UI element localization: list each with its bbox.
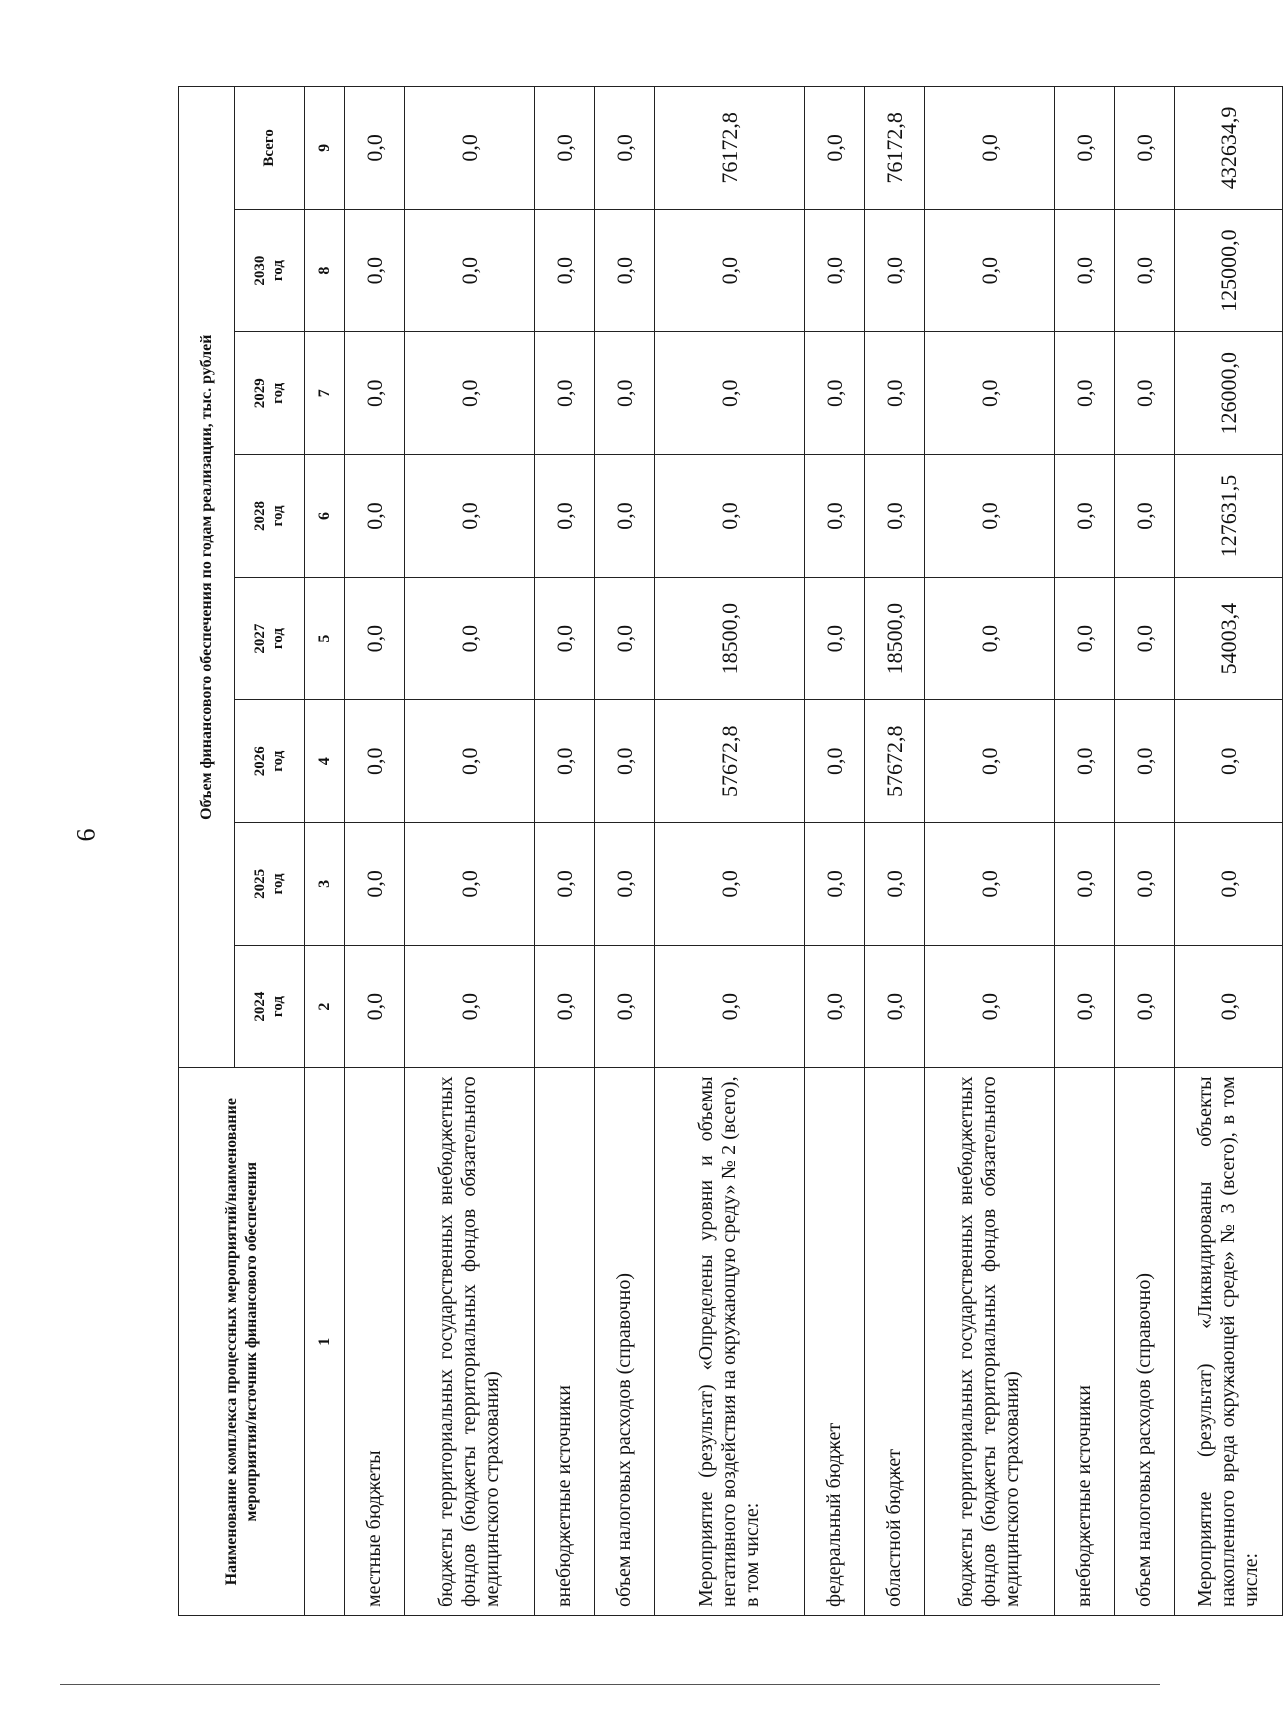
- row-value: 0,0: [925, 823, 1055, 946]
- row-value: 57672,8: [865, 700, 925, 823]
- row-value: 0,0: [405, 209, 535, 332]
- year-label: Всего: [260, 129, 277, 167]
- table-row: [345, 87, 405, 1616]
- page-edge-line: [60, 1684, 1160, 1685]
- row-value: 0,0: [655, 945, 805, 1068]
- row-value: 0,0: [595, 945, 655, 1068]
- table-row: [925, 87, 1055, 1616]
- row-value: 0,0: [1115, 823, 1175, 946]
- row-value: 0,0: [405, 945, 535, 1068]
- year-header: [235, 700, 305, 823]
- column-index: 5: [305, 577, 345, 700]
- year-header: [235, 455, 305, 578]
- row-value: 0,0: [535, 945, 595, 1068]
- row-value: 0,0: [535, 700, 595, 823]
- row-value: 0,0: [405, 455, 535, 578]
- row-value: 0,0: [805, 700, 865, 823]
- year-header: [235, 823, 305, 946]
- column-index: 7: [305, 332, 345, 455]
- row-value: 0,0: [1115, 455, 1175, 578]
- header-volume: Объем финансового обеспечения по годам реализации, тыс. рублей: [179, 87, 235, 1068]
- year-header: [235, 332, 305, 455]
- table-row: [535, 87, 595, 1616]
- year-suffix: год: [269, 873, 286, 895]
- row-value: 0,0: [595, 332, 655, 455]
- year-suffix: год: [269, 505, 286, 527]
- year-label: 2029: [252, 378, 269, 409]
- column-index: 9: [305, 87, 345, 210]
- table-row: [805, 87, 865, 1616]
- year-label: 2028: [252, 500, 269, 531]
- row-value: 0,0: [865, 823, 925, 946]
- column-index: 2: [305, 945, 345, 1068]
- row-value: 0,0: [405, 332, 535, 455]
- table-row: [655, 87, 805, 1616]
- row-value: 0,0: [805, 455, 865, 578]
- row-value: 0,0: [1115, 577, 1175, 700]
- row-value: 0,0: [535, 577, 595, 700]
- row-value: 0,0: [405, 823, 535, 946]
- row-value: 0,0: [1115, 332, 1175, 455]
- row-name: Мероприятие (результат) «Ликвидированы объекты накопленного вреда окружающей среде» № 3 (всего), в том числе:: [1175, 1068, 1283, 1616]
- row-value: 0,0: [535, 823, 595, 946]
- row-name: объем налоговых расходов (справочно): [1115, 1068, 1175, 1616]
- row-value: 0,0: [1055, 87, 1115, 210]
- row-value: 0,0: [1175, 700, 1283, 823]
- row-value: 76172,8: [865, 87, 925, 210]
- row-value: 0,0: [535, 455, 595, 578]
- row-name: бюджеты территориальных государственных внебюджетных фондов (бюджеты территориальных фондов обязательного медицинского страхования): [925, 1068, 1055, 1616]
- row-value: 0,0: [345, 332, 405, 455]
- row-value: 0,0: [345, 823, 405, 946]
- row-value: 0,0: [345, 577, 405, 700]
- row-value: 0,0: [1115, 945, 1175, 1068]
- row-value: 0,0: [1115, 700, 1175, 823]
- table-row: [1055, 87, 1115, 1616]
- table-row: [595, 87, 655, 1616]
- year-label: 2026: [252, 746, 269, 777]
- year-suffix: год: [269, 996, 286, 1018]
- row-name: Мероприятие (результат) «Определены уровни и объемы негативного воздействия на окружающую среду» № 2 (всего), в том числе:: [655, 1068, 805, 1616]
- row-value: 0,0: [1055, 823, 1115, 946]
- year-header: [235, 945, 305, 1068]
- row-value: 0,0: [595, 209, 655, 332]
- row-value: 0,0: [1055, 577, 1115, 700]
- row-value: 0,0: [925, 577, 1055, 700]
- row-value: 432634,9: [1175, 87, 1283, 210]
- year-label: 2025: [252, 868, 269, 899]
- row-value: 0,0: [535, 209, 595, 332]
- row-value: 18500,0: [865, 577, 925, 700]
- table-wrapper: [178, 86, 1262, 1616]
- row-value: 0,0: [345, 209, 405, 332]
- row-value: 0,0: [595, 577, 655, 700]
- row-value: 0,0: [925, 945, 1055, 1068]
- row-value: 0,0: [925, 455, 1055, 578]
- table-row: [865, 87, 925, 1616]
- row-name: внебюджетные источники: [535, 1068, 595, 1616]
- year-label: 2024: [252, 991, 269, 1022]
- row-name: бюджеты территориальных государственных внебюджетных фондов (бюджеты территориальных фондов обязательного медицинского страхования): [405, 1068, 535, 1616]
- row-value: 0,0: [1055, 700, 1115, 823]
- column-index: 3: [305, 823, 345, 946]
- financing-table: [178, 86, 1283, 1616]
- row-value: 0,0: [595, 823, 655, 946]
- page-number: 6: [71, 828, 101, 842]
- row-value: 0,0: [345, 87, 405, 210]
- table-row: [1175, 87, 1283, 1616]
- row-value: 76172,8: [655, 87, 805, 210]
- row-value: 0,0: [405, 87, 535, 210]
- row-value: 0,0: [925, 87, 1055, 210]
- row-value: 0,0: [405, 577, 535, 700]
- row-value: 0,0: [805, 332, 865, 455]
- row-name: федеральный бюджет: [805, 1068, 865, 1616]
- row-value: 126000,0: [1175, 332, 1283, 455]
- row-value: 0,0: [1115, 209, 1175, 332]
- row-value: 0,0: [1055, 209, 1115, 332]
- row-value: 0,0: [405, 700, 535, 823]
- row-value: 18500,0: [655, 577, 805, 700]
- row-value: 0,0: [1055, 945, 1115, 1068]
- row-value: 0,0: [1175, 945, 1283, 1068]
- column-index: 6: [305, 455, 345, 578]
- row-value: 0,0: [595, 700, 655, 823]
- row-value: 0,0: [1115, 87, 1175, 210]
- row-value: 54003,4: [1175, 577, 1283, 700]
- row-value: 0,0: [655, 209, 805, 332]
- year-header: [235, 577, 305, 700]
- row-value: 0,0: [805, 209, 865, 332]
- row-value: 57672,8: [655, 700, 805, 823]
- row-value: 0,0: [1055, 455, 1115, 578]
- column-index: 4: [305, 700, 345, 823]
- row-value: 0,0: [865, 209, 925, 332]
- row-value: 0,0: [865, 455, 925, 578]
- row-name: областной бюджет: [865, 1068, 925, 1616]
- column-index: 8: [305, 209, 345, 332]
- row-value: 125000,0: [1175, 209, 1283, 332]
- row-value: 0,0: [1175, 823, 1283, 946]
- year-label: 2030: [252, 255, 269, 286]
- year-label: 2027: [252, 623, 269, 654]
- column-index: 1: [305, 1068, 345, 1616]
- row-value: 0,0: [865, 945, 925, 1068]
- row-value: 0,0: [345, 700, 405, 823]
- year-header: [235, 209, 305, 332]
- row-value: 0,0: [655, 332, 805, 455]
- row-name: объем налоговых расходов (справочно): [595, 1068, 655, 1616]
- row-value: 0,0: [345, 945, 405, 1068]
- row-value: 0,0: [1055, 332, 1115, 455]
- row-value: 0,0: [595, 455, 655, 578]
- row-value: 0,0: [535, 87, 595, 210]
- row-value: 0,0: [805, 823, 865, 946]
- row-value: 0,0: [535, 332, 595, 455]
- year-suffix: год: [269, 382, 286, 404]
- row-value: 0,0: [345, 455, 405, 578]
- row-value: 0,0: [655, 455, 805, 578]
- table-row: [1115, 87, 1175, 1616]
- year-header: [235, 87, 305, 210]
- row-value: 0,0: [595, 87, 655, 210]
- year-suffix: год: [269, 750, 286, 772]
- row-value: 0,0: [805, 577, 865, 700]
- row-value: 0,0: [865, 332, 925, 455]
- row-value: 0,0: [805, 945, 865, 1068]
- row-value: 0,0: [925, 700, 1055, 823]
- row-value: 127631,5: [1175, 455, 1283, 578]
- year-suffix: год: [269, 260, 286, 282]
- row-value: 0,0: [925, 209, 1055, 332]
- row-value: 0,0: [805, 87, 865, 210]
- year-suffix: год: [269, 628, 286, 650]
- table-row: [405, 87, 535, 1616]
- row-name: внебюджетные источники: [1055, 1068, 1115, 1616]
- row-value: 0,0: [925, 332, 1055, 455]
- row-name: местные бюджеты: [345, 1068, 405, 1616]
- header-name: Наименование комплекса процессных мероприятий/наименование мероприятия/источник финансового обеспечения: [179, 1068, 305, 1616]
- row-value: 0,0: [655, 823, 805, 946]
